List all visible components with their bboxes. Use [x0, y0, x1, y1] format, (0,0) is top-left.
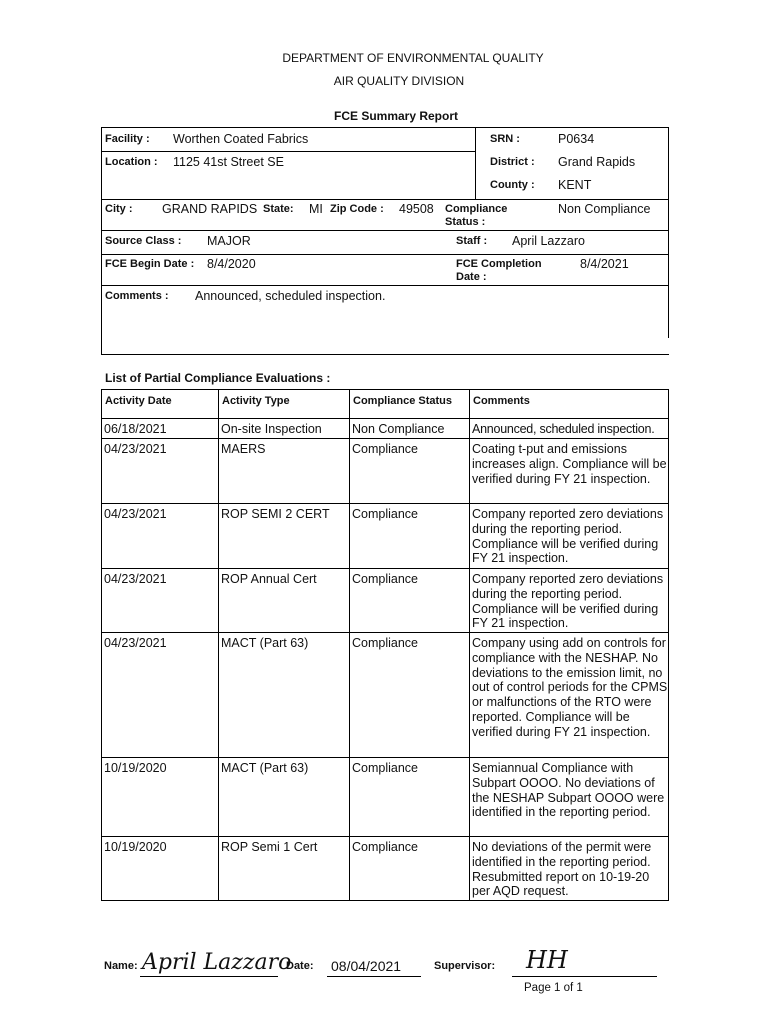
state-label: State: — [263, 203, 294, 215]
name-label: Name: — [104, 960, 138, 972]
row-comments: Coating t-put and emissions increases align. Compliance will be verified during FY 21 inspection. — [472, 442, 667, 486]
location-label: Location : — [105, 156, 158, 168]
signature-date-value: 08/04/2021 — [331, 958, 402, 974]
county-label: County : — [490, 179, 535, 191]
date-line — [327, 976, 421, 977]
row-activity-type: MAERS — [221, 442, 266, 456]
city-label: City : — [105, 203, 133, 215]
row-comments: Company reported zero deviations during the reporting period. Compliance will be verified during FY 21 inspection. — [472, 507, 664, 566]
row-comments: Company reported zero deviations during the reporting period. Compliance will be verified during FY 21 inspection. — [472, 572, 664, 631]
row-activity-type: ROP Semi 1 Cert — [221, 840, 318, 854]
staff-value: April Lazzaro — [512, 234, 585, 248]
row-activity-type: MACT (Part 63) — [221, 761, 309, 775]
srn-value: P0634 — [558, 132, 595, 146]
row-compliance-status: Non Compliance — [352, 422, 445, 436]
column-header-activity-type: Activity Type — [222, 395, 290, 407]
row-compliance-status: Compliance — [352, 572, 419, 586]
row-comments: Announced, scheduled inspection. — [472, 422, 655, 436]
row-activity-date: 06/18/2021 — [104, 422, 167, 436]
row-activity-type: ROP Annual Cert — [221, 572, 317, 586]
pce-section-title: List of Partial Compliance Evaluations : — [105, 371, 331, 385]
column-header-activity-date: Activity Date — [105, 395, 172, 407]
row-activity-date: 04/23/2021 — [104, 442, 167, 456]
district-label: District : — [490, 156, 535, 168]
zip-label: Zip Code : — [330, 203, 384, 215]
fce-begin-value: 8/4/2020 — [207, 257, 256, 271]
column-header-compliance-status: Compliance Status — [353, 395, 453, 407]
row-compliance-status: Compliance — [352, 761, 419, 775]
city-value: GRAND RAPIDS — [162, 202, 258, 216]
report-title: FCE Summary Report — [333, 109, 459, 123]
fce-completion-label-line2: Date : — [456, 271, 487, 283]
row-activity-date: 10/19/2020 — [104, 840, 167, 854]
facility-label: Facility : — [105, 133, 150, 145]
row-activity-type: On-site Inspection — [221, 422, 322, 436]
row-compliance-status: Compliance — [352, 636, 419, 650]
name-signature-line — [140, 976, 278, 977]
compliance-status-value: Non Compliance — [558, 202, 651, 216]
zip-value: 49508 — [399, 202, 434, 216]
row-compliance-status: Compliance — [352, 507, 419, 521]
department-heading: DEPARTMENT OF ENVIRONMENTAL QUALITY — [282, 51, 544, 65]
row-activity-date: 04/23/2021 — [104, 572, 167, 586]
row-compliance-status: Compliance — [352, 442, 419, 456]
srn-label: SRN : — [490, 133, 520, 145]
row-activity-date: 04/23/2021 — [104, 507, 167, 521]
supervisor-signature: HH — [526, 946, 568, 974]
district-value: Grand Rapids — [558, 155, 636, 169]
supervisor-label: Supervisor: — [434, 960, 496, 972]
fce-completion-label-line1: FCE Completion — [456, 258, 542, 270]
supervisor-signature-line — [512, 976, 657, 977]
row-compliance-status: Compliance — [352, 840, 419, 854]
fce-begin-label: FCE Begin Date : — [105, 258, 195, 270]
comments-label: Comments : — [105, 290, 169, 302]
state-value: MI — [309, 202, 323, 216]
row-activity-type: ROP SEMI 2 CERT — [221, 507, 330, 521]
location-value: 1125 41st Street SE — [173, 155, 284, 169]
compliance-status-label-line1: Compliance — [445, 203, 508, 215]
name-signature: April Lazzaro — [142, 950, 292, 975]
staff-label: Staff : — [456, 235, 488, 247]
source-class-label: Source Class : — [105, 235, 182, 247]
row-comments: Company using add on controls for compliance with the NESHAP. No deviations to the emission limit, no out of control periods for the CPMS or malfunctions of the RTO were reported. Compliance will be verified during FY 21 inspection. — [472, 636, 668, 739]
compliance-status-label-line2: Status : — [445, 216, 486, 228]
row-comments: Semiannual Compliance with Subpart OOOO. No deviations of the NESHAP Subpart OOOO were identified in the reporting period. — [472, 761, 665, 820]
row-activity-type: MACT (Part 63) — [221, 636, 309, 650]
fce-completion-value: 8/4/2021 — [580, 257, 629, 271]
column-header-comments: Comments — [473, 395, 530, 407]
row-activity-date: 10/19/2020 — [104, 761, 167, 775]
date-label: Date: — [286, 960, 314, 972]
comments-value: Announced, scheduled inspection. — [195, 289, 386, 303]
county-value: KENT — [558, 178, 592, 192]
row-comments: No deviations of the permit were identified in the reporting period. Resubmitted report on 10-19-20 per AQD request. — [472, 840, 652, 899]
page-number: Page 1 of 1 — [524, 982, 583, 994]
facility-value: Worthen Coated Fabrics — [173, 132, 309, 146]
division-heading: AIR QUALITY DIVISION — [333, 74, 465, 88]
source-class-value: MAJOR — [207, 234, 251, 248]
row-activity-date: 04/23/2021 — [104, 636, 167, 650]
